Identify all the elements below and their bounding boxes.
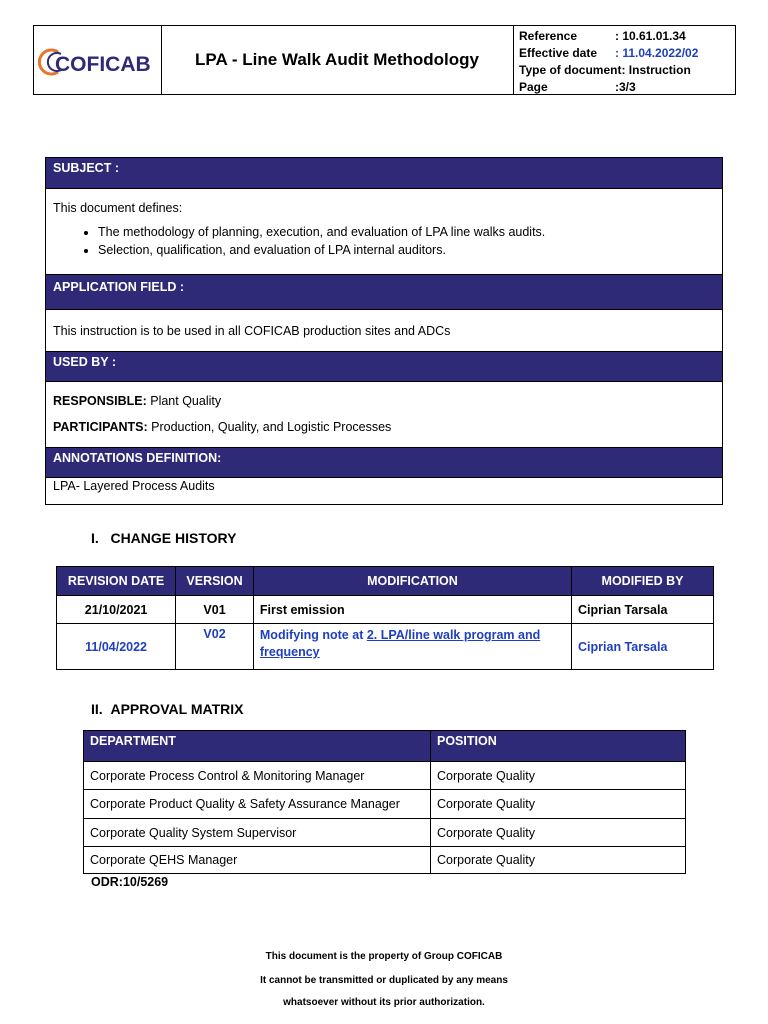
version: V01 [176,596,254,624]
section-title: CHANGE HISTORY [110,530,237,546]
meta-reference [519,28,735,45]
column-header: MODIFICATION [253,567,571,596]
table-row [84,847,686,874]
meta-value: :3/3 [615,80,636,94]
table-row [84,762,686,790]
modification-text: Modifying note at [259,628,367,642]
annotations-text: LPA- Layered Process Audits [46,477,722,504]
subject-body [46,188,722,274]
odr-reference: ODR:10/5269 [91,875,169,889]
document-header [33,25,736,95]
modification: First emission [253,596,571,624]
modification [253,624,571,670]
position: Corporate Quality [431,847,686,874]
footer-line-1: This document is the property of Group COFICAB [265,951,503,962]
change-history-heading [91,530,236,546]
approval-matrix-table [83,730,686,874]
section-number: II. [91,701,103,717]
meta-effective-date [519,45,735,62]
modified-by: Ciprian Tarsala [572,596,714,624]
meta-page [519,79,735,96]
responsible-line [53,394,715,408]
position: Corporate Quality [431,762,686,790]
application-bar: APPLICATION FIELD : [46,274,722,309]
department: Corporate Product Quality & Safety Assurance Manager [84,790,431,819]
application-text: This instruction is to be used in all COFICAB production sites and ADCs [46,309,722,351]
section-number: I. [91,530,99,546]
responsible-label: RESPONSIBLE: [53,394,147,408]
meta-key: Type of document: [519,63,626,77]
logo-text: COFICAB [55,53,151,76]
table-row [84,819,686,847]
meta-value: : 11.04.2022/02 [615,46,699,60]
table-row [84,790,686,819]
program-frequency-link[interactable]: 2. LPA/line walk program and frequency [259,628,541,659]
subject-table [45,157,723,505]
annotations-bar: ANNOTATIONS DEFINITION: [46,447,722,477]
table-row [57,596,714,624]
revision-date: 21/10/2021 [57,596,176,624]
participants-line [53,420,715,434]
column-header: REVISION DATE [57,567,176,596]
section-title: APPROVAL MATRIX [110,701,244,717]
meta-value: : 10.61.01.34 [615,29,686,43]
table-header-row [84,731,686,762]
modified-by: Ciprian Tarsala [572,624,714,670]
document-title: LPA - Line Walk Audit Methodology [161,26,514,94]
change-history-table [56,566,714,670]
version: V02 [176,624,254,670]
used-by-body [46,381,722,447]
column-header: POSITION [431,731,686,762]
used-by-bar: USED BY : [46,351,722,381]
subject-bar: SUBJECT : [46,158,722,188]
column-header: VERSION [176,567,254,596]
table-header-row [57,567,714,596]
meta-key: Page [519,80,548,94]
table-row [57,624,714,670]
logo-cell [34,26,162,94]
meta-key: Reference [519,29,578,43]
department: Corporate Quality System Supervisor [84,819,431,847]
revision-date: 11/04/2022 [57,624,176,670]
position: Corporate Quality [431,819,686,847]
responsible-value: Plant Quality [146,394,222,408]
bullet-item: • Selection, qualification, and evaluation of LPA internal auditors. [98,241,715,259]
coficab-logo [34,26,160,94]
participants-value: Production, Quality, and Logistic Processes [147,420,392,434]
footer-line-2: It cannot be transmitted or duplicated by any means [260,975,508,986]
document-meta [513,26,735,94]
department: Corporate Process Control & Monitoring Manager [84,762,431,790]
approval-matrix-heading [91,701,243,717]
footer-line-3: whatsoever without its prior authorization. [283,997,485,1008]
meta-doc-type [519,62,735,79]
department: Corporate QEHS Manager [84,847,431,874]
bullet-item: • The methodology of planning, execution, and evaluation of LPA line walks audits. [98,223,715,241]
column-header: DEPARTMENT [84,731,431,762]
position: Corporate Quality [431,790,686,819]
subject-bullets [53,223,715,259]
column-header: MODIFIED BY [572,567,714,596]
defines-text: This document defines: [53,201,183,215]
meta-value: Instruction [628,63,691,77]
participants-label: PARTICIPANTS: [53,420,148,434]
meta-key: Effective date [519,46,598,60]
